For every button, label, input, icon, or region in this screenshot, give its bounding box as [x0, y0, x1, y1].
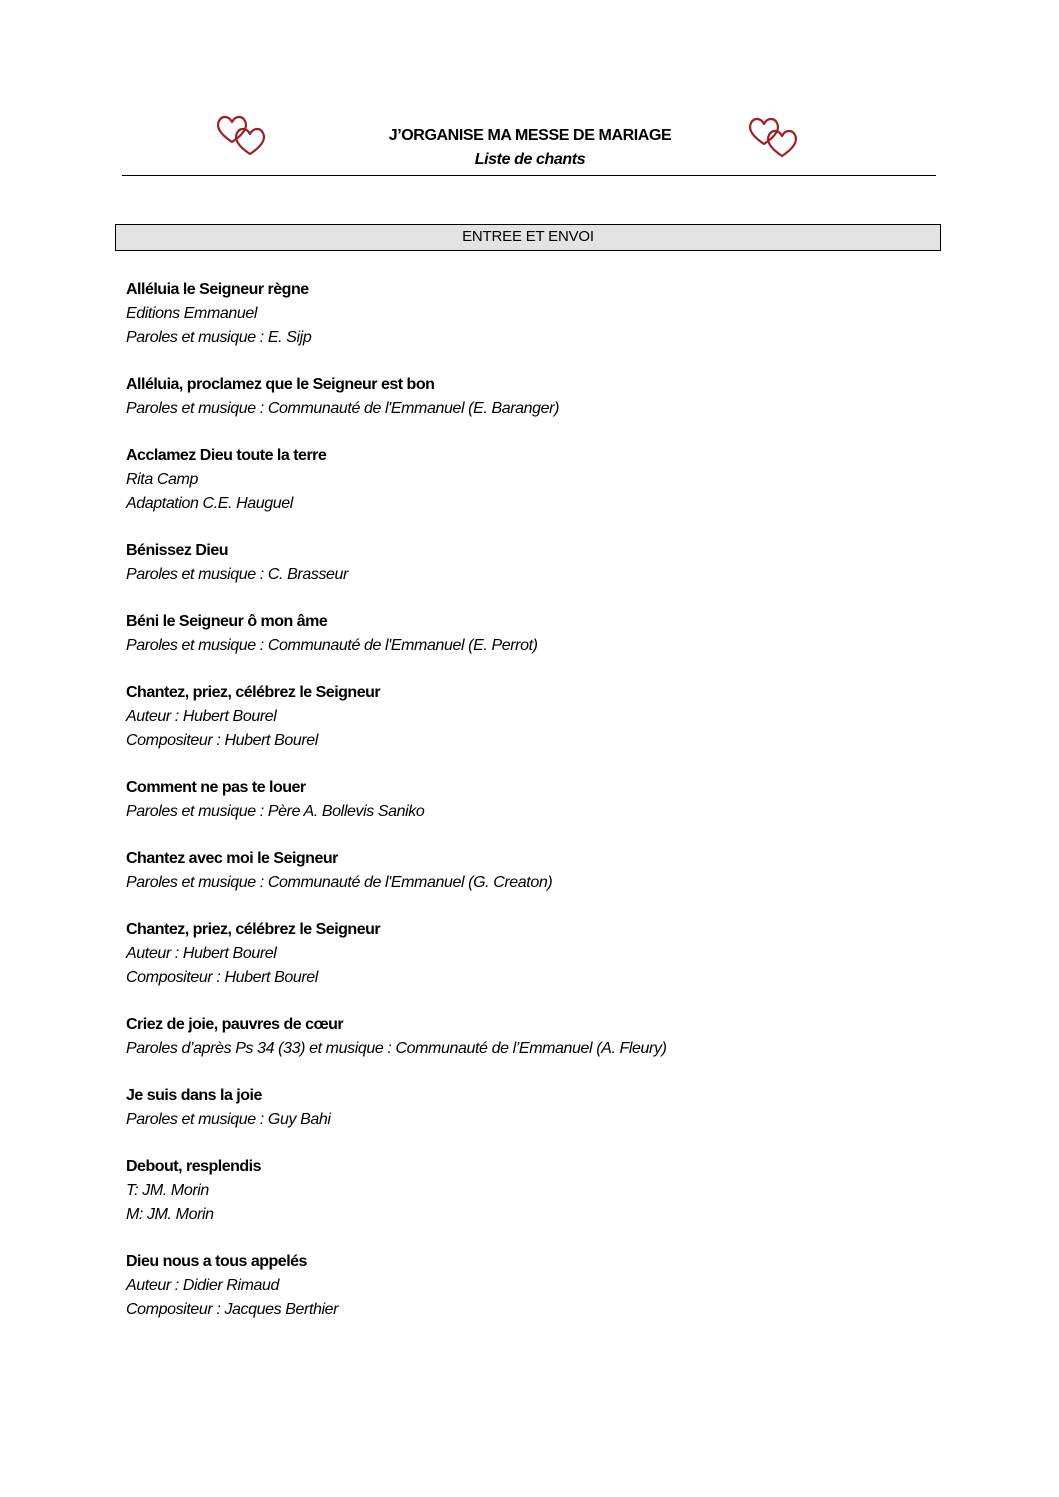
- song-entry: [126, 444, 926, 516]
- song-credit: Compositeur : Jacques Berthier: [126, 1301, 339, 1318]
- song-title: Chantez avec moi le Seigneur: [126, 850, 338, 867]
- header-divider: [122, 175, 936, 176]
- song-title: Chantez, priez, célébrez le Seigneur: [126, 684, 381, 701]
- song-entry: [126, 918, 926, 990]
- song-entry: [126, 847, 926, 895]
- song-entry: [126, 776, 926, 824]
- song-title: Alléluia le Seigneur règne: [126, 281, 309, 298]
- song-title: Dieu nous a tous appelés: [126, 1253, 307, 1270]
- song-credit: Paroles et musique : Communauté de l'Emmanuel (G. Creaton): [126, 874, 553, 891]
- song-credit: Paroles et musique : Père A. Bollevis Saniko: [126, 803, 425, 820]
- song-credit: Paroles d’après Ps 34 (33) et musique : Communauté de l’Emmanuel (A. Fleury): [126, 1040, 667, 1057]
- song-title: Criez de joie, pauvres de cœur: [126, 1016, 344, 1033]
- song-entry: [126, 1084, 926, 1132]
- song-credit: Adaptation C.E. Hauguel: [126, 495, 293, 512]
- song-list: [126, 278, 926, 1345]
- song-credit: M: JM. Morin: [126, 1206, 214, 1223]
- song-credit: Auteur : Hubert Bourel: [126, 708, 277, 725]
- song-credit: Auteur : Didier Rimaud: [126, 1277, 280, 1294]
- song-credit: Paroles et musique : Communauté de l'Emmanuel (E. Baranger): [126, 400, 560, 417]
- song-title: Chantez, priez, célébrez le Seigneur: [126, 921, 381, 938]
- song-entry: [126, 278, 926, 350]
- song-credit: Paroles et musique : Communauté de l'Emmanuel (E. Perrot): [126, 637, 538, 654]
- double-heart-icon: [214, 112, 270, 160]
- song-entry: [126, 1155, 926, 1227]
- song-credit: Compositeur : Hubert Bourel: [126, 969, 318, 986]
- song-title: Bénissez Dieu: [126, 542, 228, 559]
- song-title: Debout, resplendis: [126, 1158, 262, 1175]
- song-title: Alléluia, proclamez que le Seigneur est bon: [126, 376, 435, 393]
- song-credit: Paroles et musique : C. Brasseur: [126, 566, 348, 583]
- document-subtitle: Liste de chants: [474, 151, 586, 168]
- song-entry: [126, 610, 926, 658]
- song-credit: Rita Camp: [126, 471, 198, 488]
- song-entry: [126, 373, 926, 421]
- song-title: Comment ne pas te louer: [126, 779, 306, 796]
- song-credit: Auteur : Hubert Bourel: [126, 945, 277, 962]
- song-entry: [126, 681, 926, 753]
- song-title: Acclamez Dieu toute la terre: [126, 447, 327, 464]
- document-title: J’ORGANISE MA MESSE DE MARIAGE: [388, 127, 672, 144]
- song-title: Béni le Seigneur ô mon âme: [126, 613, 328, 630]
- song-credit: T: JM. Morin: [126, 1182, 209, 1199]
- song-credit: Compositeur : Hubert Bourel: [126, 732, 318, 749]
- song-entry: [126, 539, 926, 587]
- song-credit: Editions Emmanuel: [126, 305, 258, 322]
- song-entry: [126, 1250, 926, 1322]
- song-credit: Paroles et musique : E. Sijp: [126, 329, 312, 346]
- song-credit: Paroles et musique : Guy Bahi: [126, 1111, 331, 1128]
- song-title: Je suis dans la joie: [126, 1087, 262, 1104]
- section-heading: ENTREE ET ENVOI: [115, 224, 941, 251]
- song-entry: [126, 1013, 926, 1061]
